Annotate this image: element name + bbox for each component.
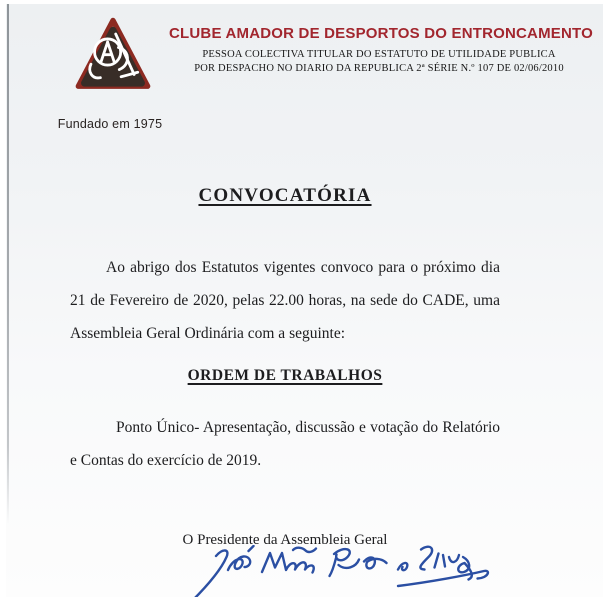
letterhead [169,25,593,75]
paper-background [6,4,603,597]
handwritten-signature [178,545,510,597]
convocation-paragraph: Ao abrigo dos Estatutos vigentes convoco para o próximo dia 21 de Fevereiro de 2020, pelas 22.00 horas, na sede do CADE, uma Assembleia Geral Ordinária com a seguinte: [70,259,500,342]
signoff-role-line: O Presidente da Assembleia Geral [182,532,388,548]
agenda-item-paragraph: Ponto Único- Apresentação, discussão e votação do Relatório e Contas do exercício de 2019. [70,419,500,469]
cade-club-logo-icon [68,13,158,109]
legal-status-line-1: PESSOA COLECTIVA TITULAR DO ESTATUTO DE UTILIDADE PUBLICA [202,49,556,60]
logo-founded-caption: Fundado em 1975 [57,117,163,131]
scan-edge-artifact [7,4,9,524]
document-title: CONVOCATÓRIA [198,185,372,206]
agenda-heading: ORDEM DE TRABALHOS [187,367,383,384]
club-name-heading: CLUBE AMADOR DE DESPORTOS DO ENTRONCAMENTO [169,25,593,42]
legal-status-lines [169,48,589,75]
signature-ink-icon [178,545,510,597]
club-logo-block [57,13,182,131]
legal-status-line-2: POR DESPACHO NO DIARIO DA REPUBLICA 2ª SÉRIE N.º 107 DE 02/06/2010 [194,62,564,74]
